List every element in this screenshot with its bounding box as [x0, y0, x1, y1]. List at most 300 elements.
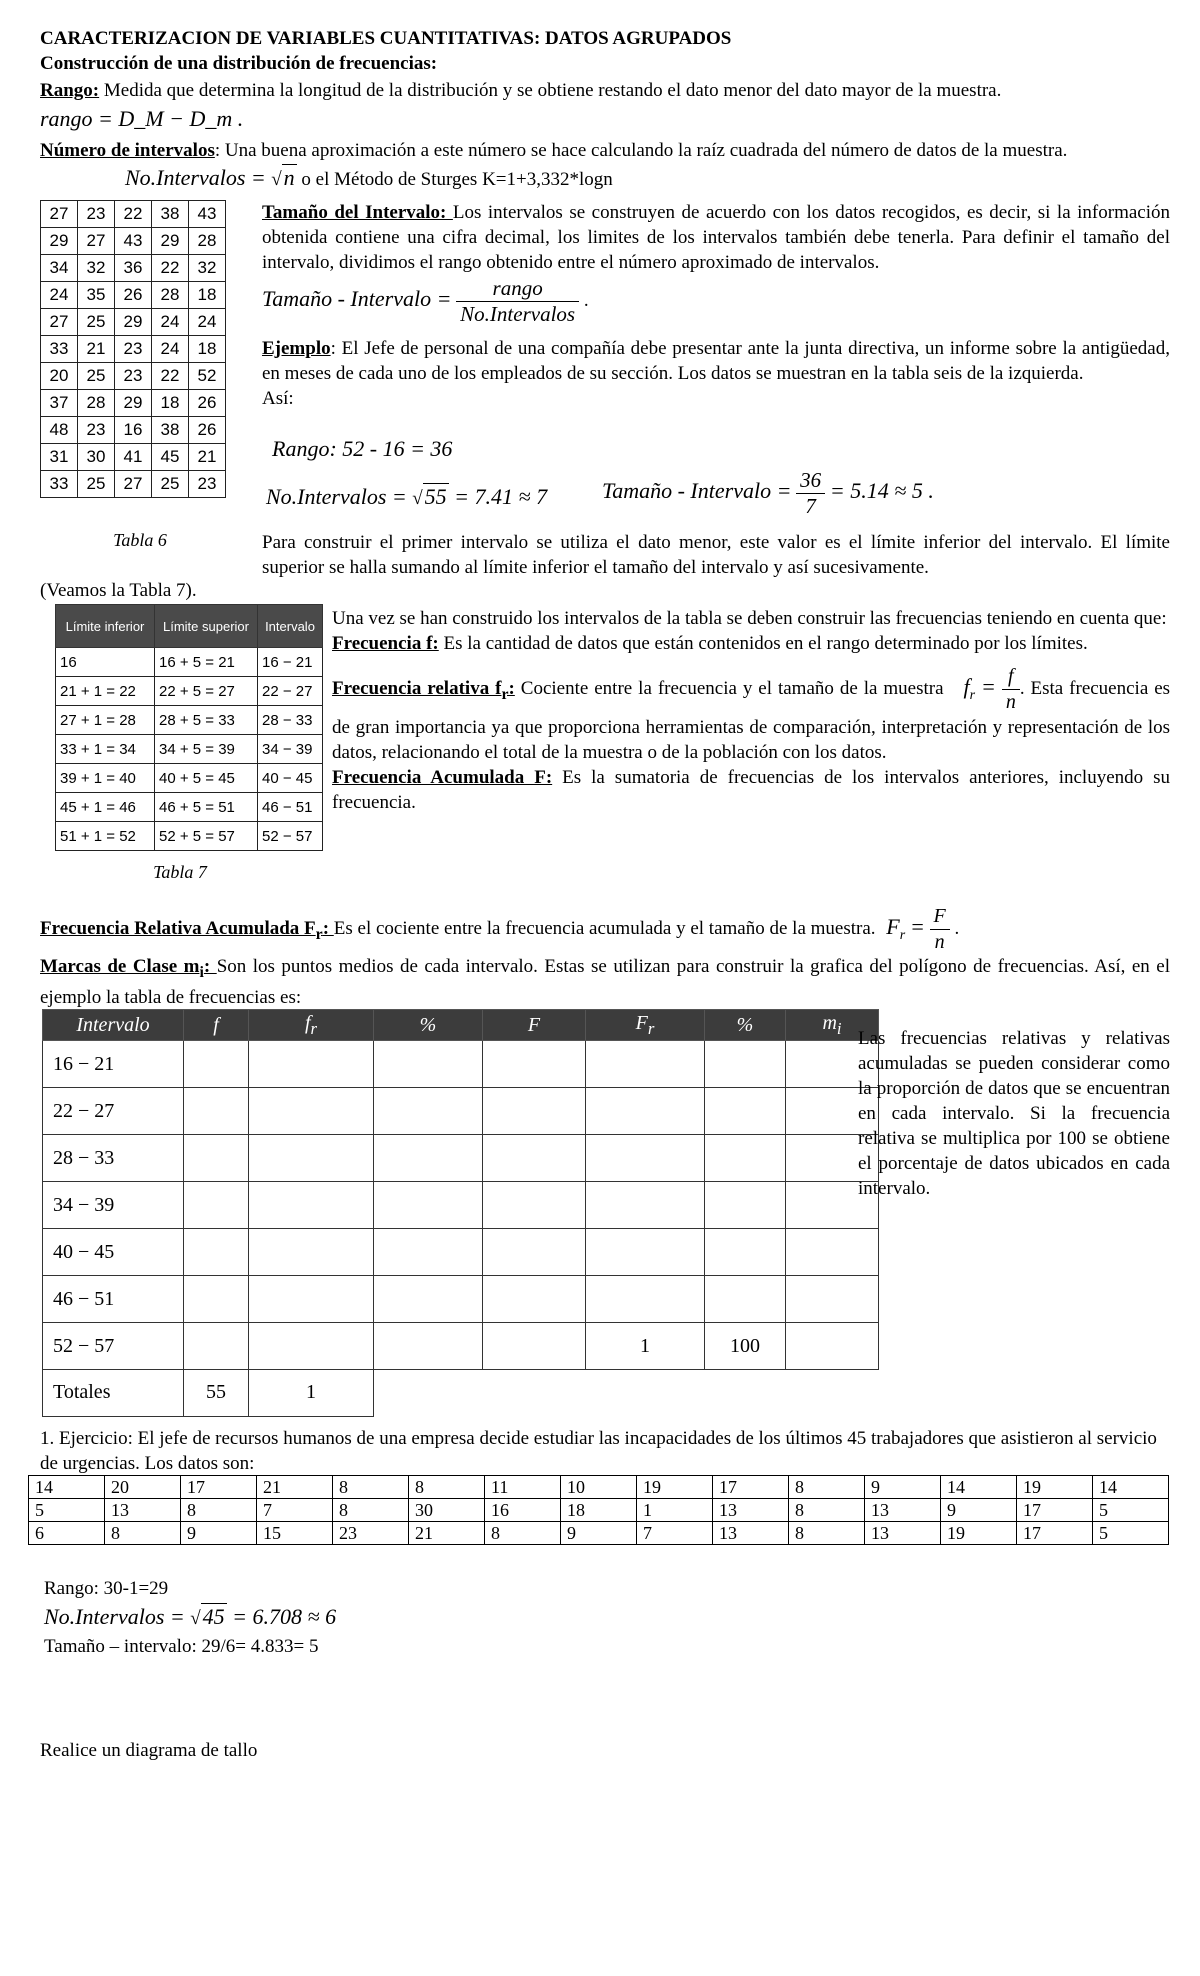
table-cell: 10 — [561, 1476, 637, 1499]
table-cell: 19 — [637, 1476, 713, 1499]
frecuencia-rel-acum-formula-den: n — [934, 931, 945, 953]
table-cell: 25 — [78, 309, 115, 336]
column-header — [374, 1010, 483, 1041]
table-cell: 1 — [586, 1323, 705, 1370]
table-cell: 26 — [189, 417, 226, 444]
rango-paragraph — [40, 78, 1170, 103]
table-cell: 13 — [713, 1499, 789, 1522]
table-cell — [249, 1276, 374, 1323]
table-cell: 43 — [189, 201, 226, 228]
ejemplo-text: : El Jefe de personal de una compañía debe presentar ante la junta directiva, un informe sobre la antigüedad, en meses de cada uno de los empleados de su sección. Los datos se muestran en la tabla seis de la izquierda. — [262, 338, 1170, 384]
table-cell: 35 — [78, 282, 115, 309]
table-cell: 52 + 5 = 57 — [155, 822, 258, 851]
table-cell — [374, 1229, 483, 1276]
table-cell: 45 — [152, 444, 189, 471]
table-cell: 7 — [637, 1522, 713, 1545]
table-cell: 11 — [485, 1476, 561, 1499]
empty-cell — [586, 1370, 705, 1417]
tamano-term: Tamaño del Intervalo: — [262, 202, 453, 223]
page-subtitle: Construcción de una distribución de frecuencias: — [40, 53, 438, 74]
table-row — [41, 471, 226, 498]
table-cell — [786, 1323, 879, 1370]
column-header-label: f — [304, 1011, 311, 1034]
column-header — [43, 1010, 184, 1041]
frecuencia-relativa-term: Frecuencia relativa f — [332, 677, 502, 699]
empty-cell — [483, 1370, 586, 1417]
table-cell — [586, 1041, 705, 1088]
table-cell: 17 — [713, 1476, 789, 1499]
table-row — [56, 735, 323, 764]
table-cell: 23 — [115, 363, 152, 390]
rango-term: Rango: — [40, 80, 100, 101]
frecuencia-relativa-text2: . Esta frecuencia es de gran importancia ya que proporciona herramientas de comparación, interpretación y representación de los datos, relacionando el total de la muestra o de la población con los datos. — [332, 677, 1171, 763]
table-cell — [184, 1182, 249, 1229]
intervalos-formula-arg: n — [283, 165, 295, 190]
table-cell: 7 — [257, 1499, 333, 1522]
rango-text: Medida que determina la longitud de la distribución y se obtiene restando el dato menor del dato mayor de la muestra. — [99, 80, 1002, 101]
tamano-formula-lhs: Tamaño - Intervalo = — [262, 285, 452, 311]
column-header-sub: r — [310, 1018, 318, 1038]
table-cell: 28 + 5 = 33 — [155, 706, 258, 735]
table-cell: 34 + 5 = 39 — [155, 735, 258, 764]
table-cell: 26 — [115, 282, 152, 309]
ejercicio-tamano: Tamaño – intervalo: 29/6= 4.833= 5 — [44, 1636, 319, 1657]
tabla7-caption: Tabla 7 — [153, 862, 207, 882]
frecuencia-f-term: Frecuencia f: — [332, 633, 439, 654]
empty-cell — [705, 1370, 786, 1417]
table-cell: 52 − 57 — [258, 822, 323, 851]
ejemplo-intervalos-rhs: = 7.41 ≈ 7 — [448, 484, 548, 509]
table-cell — [786, 1229, 879, 1276]
table-cell: 30 — [78, 444, 115, 471]
table-row — [56, 648, 323, 677]
page-title: CARACTERIZACION DE VARIABLES CUANTITATIVAS: DATOS AGRUPADOS — [40, 28, 732, 49]
intervalos-term: Número de intervalos — [40, 140, 215, 161]
ejemplo-term: Ejemplo — [262, 338, 331, 359]
table-cell: 16 − 21 — [258, 648, 323, 677]
ejercicio-intervalos-rhs: = 6.708 ≈ 6 — [226, 1604, 337, 1629]
table-cell: 34 − 39 — [258, 735, 323, 764]
table-cell: 48 — [41, 417, 78, 444]
tamano-text: Los intervalos se construyen de acuerdo con los datos recogidos, es decir, si la información obtenida contiene una cifra decimal, los limites de los intervalos también debe tenerla. Para definir el tamaño del intervalo, dividimos el rango obtenido entre el número aproximado de intervalos. — [262, 202, 1170, 273]
frecuencia-rel-acum-formula: $F_r$ = $\frac{F}{n}$ . — [886, 905, 960, 953]
table-cell: 46 − 51 — [43, 1276, 184, 1323]
table-row — [56, 793, 323, 822]
frecuencia-rel-acum-term: Frecuencia Relativa Acumulada F — [40, 917, 316, 939]
table-cell: 29 — [152, 228, 189, 255]
table-cell: 5 — [1093, 1522, 1169, 1545]
ejercicio-intervalos: No.Intervalos = √45 = 6.708 ≈ 6 — [44, 1604, 337, 1629]
ejemplo-tamano-lhs: Tamaño - Intervalo = — [602, 477, 792, 503]
table-cell: 40 − 45 — [258, 764, 323, 793]
column-header-label: m — [822, 1011, 837, 1034]
table-cell — [586, 1276, 705, 1323]
table-cell: 22 — [115, 201, 152, 228]
table-cell: 20 — [41, 363, 78, 390]
table-cell: 20 — [105, 1476, 181, 1499]
ejemplo-tamano-den: 7 — [805, 494, 816, 518]
table-row — [29, 1476, 1169, 1499]
table-cell: 8 — [105, 1522, 181, 1545]
frecuencia-relativa-colon: : — [508, 677, 515, 699]
table-cell: 9 — [181, 1522, 257, 1545]
table-cell — [705, 1229, 786, 1276]
table-cell — [586, 1135, 705, 1182]
table-cell: 18 — [152, 390, 189, 417]
table-cell: 5 — [1093, 1499, 1169, 1522]
table-cell — [249, 1135, 374, 1182]
table-cell: 14 — [1093, 1476, 1169, 1499]
frecuencias-intro: Una vez se han construido los intervalos de la tabla se deben construir las frecuencias teniendo en cuenta que: — [332, 608, 1167, 629]
totales-cell: 1 — [249, 1370, 374, 1417]
ejemplo-intervalos-arg: 55 — [424, 484, 447, 509]
asi-text: Así: — [262, 388, 294, 409]
table-cell: 28 — [78, 390, 115, 417]
table-cell — [184, 1276, 249, 1323]
table-cell: 27 + 1 = 28 — [56, 706, 155, 735]
table-cell: 26 — [189, 390, 226, 417]
column-header-label: F — [527, 1013, 541, 1036]
table-cell: 23 — [333, 1522, 409, 1545]
table-cell: 38 — [152, 201, 189, 228]
tabla6-caption: Tabla 6 — [113, 530, 167, 550]
table-cell: 33 — [41, 336, 78, 363]
sturges-text: o el Método de Sturges K=1+3,332*logn — [296, 169, 613, 190]
frecuencia-relativa-formula: $f_r$ = $\frac{f}{n}$ — [963, 678, 1019, 699]
table-cell: 34 − 39 — [43, 1182, 184, 1229]
column-header-sub: i — [836, 1018, 842, 1038]
ejercicio-rango: Rango: 30-1=29 — [44, 1578, 169, 1599]
table-cell: 27 — [41, 201, 78, 228]
ejemplo-intervalos-calc: No.Intervalos = √55 = 7.41 ≈ 7 — [266, 484, 548, 509]
table-row — [43, 1323, 879, 1370]
table-cell: 27 — [78, 228, 115, 255]
table-cell: 21 + 1 = 22 — [56, 677, 155, 706]
column-header-label: % — [419, 1013, 437, 1036]
table-cell: 25 — [78, 363, 115, 390]
table-row — [43, 1182, 879, 1229]
column-header — [184, 1010, 249, 1041]
frecuencia-relativa-formula-num: f — [1002, 664, 1020, 690]
table-cell: 17 — [181, 1476, 257, 1499]
table-cell: 16 − 21 — [43, 1041, 184, 1088]
table-cell: 18 — [189, 282, 226, 309]
table-cell: 39 + 1 = 40 — [56, 764, 155, 793]
frecuencia-relativa-formula-sub: r — [969, 687, 976, 703]
table-row — [56, 822, 323, 851]
table-cell — [249, 1041, 374, 1088]
table-cell — [786, 1276, 879, 1323]
table-cell: 29 — [41, 228, 78, 255]
table-row — [56, 706, 323, 735]
ejercicio-intervalos-arg: 45 — [202, 1604, 225, 1629]
column-header-label: f — [213, 1013, 219, 1036]
table-cell: 9 — [561, 1522, 637, 1545]
table-row — [41, 309, 226, 336]
table-cell: 100 — [705, 1323, 786, 1370]
empty-cell — [786, 1370, 879, 1417]
table-row — [41, 390, 226, 417]
intervalos-paragraph — [40, 138, 1170, 163]
table-cell: 22 − 27 — [258, 677, 323, 706]
table-cell — [483, 1088, 586, 1135]
table-cell: 25 — [78, 471, 115, 498]
table-cell: 8 — [333, 1476, 409, 1499]
column-header: Límite inferior — [56, 605, 155, 648]
table-cell: 5 — [29, 1499, 105, 1522]
table-cell: 21 — [409, 1522, 485, 1545]
column-header: Límite superior — [155, 605, 258, 648]
table-cell — [249, 1323, 374, 1370]
table-row — [43, 1135, 879, 1182]
table-cell: 15 — [257, 1522, 333, 1545]
table-cell: 27 — [115, 471, 152, 498]
table-cell: 23 — [78, 201, 115, 228]
tabla6 — [40, 200, 226, 498]
totales-cell: Totales — [43, 1370, 184, 1417]
table-cell: 16 — [485, 1499, 561, 1522]
table-cell — [184, 1323, 249, 1370]
column-header — [249, 1010, 374, 1041]
table-cell — [374, 1041, 483, 1088]
construir-paragraph: Para construir el primer intervalo se utiliza el dato menor, este valor es el límite inferior del intervalo. El límite superior se halla sumando al límite inferior el tamaño del intervalo y así sucesivamente. — [262, 532, 1170, 578]
table-cell — [374, 1182, 483, 1229]
table-cell: 13 — [713, 1522, 789, 1545]
table-cell: 8 — [181, 1499, 257, 1522]
frecuencia-relativa-formula-den: n — [1005, 691, 1016, 713]
table-row — [43, 1229, 879, 1276]
table-cell: 45 + 1 = 46 — [56, 793, 155, 822]
tamano-formula-num: rango — [456, 276, 579, 302]
table-row — [41, 228, 226, 255]
table-row — [29, 1522, 1169, 1545]
frecuencias-section — [332, 606, 1170, 815]
table-cell — [374, 1135, 483, 1182]
table-cell: 28 − 33 — [258, 706, 323, 735]
table-cell — [184, 1135, 249, 1182]
table-cell: 22 + 5 = 27 — [155, 677, 258, 706]
table-cell: 18 — [189, 336, 226, 363]
table-cell: 9 — [865, 1476, 941, 1499]
table-row — [41, 255, 226, 282]
table-cell: 8 — [789, 1499, 865, 1522]
table-cell: 32 — [189, 255, 226, 282]
column-header: Intervalo — [258, 605, 323, 648]
table-cell: 33 + 1 = 34 — [56, 735, 155, 764]
table-cell: 16 — [115, 417, 152, 444]
table-cell: 33 — [41, 471, 78, 498]
nota-lateral: Las frecuencias relativas y relativas acumuladas se pueden considerar como la proporción de datos que se encuentran en cada intervalo. Si la frecuencia relativa se multiplica por 100 se obtiene el porcentaje de datos ubicados en cada intervalo. — [858, 1028, 1170, 1199]
totales-cell: 55 — [184, 1370, 249, 1417]
frecuencia-relativa-formula-lhs: f — [963, 673, 970, 699]
table-cell: 13 — [105, 1499, 181, 1522]
marcas-text: Son los puntos medios de cada intervalo. Estas se utilizan para construir la grafica del polígono de frecuencias. Así, en el ejemplo la tabla de frecuencias es: — [40, 956, 1171, 1008]
totales-row — [43, 1370, 879, 1417]
table-cell — [586, 1088, 705, 1135]
column-header-sub: r — [647, 1018, 655, 1038]
frecuencia-relativa-paragraph — [332, 664, 1170, 765]
table-cell: 6 — [29, 1522, 105, 1545]
table-cell: 21 — [257, 1476, 333, 1499]
empty-cell — [374, 1370, 483, 1417]
table-cell — [249, 1088, 374, 1135]
table-cell: 24 — [152, 336, 189, 363]
column-header-label: % — [736, 1013, 754, 1036]
table-cell: 21 — [78, 336, 115, 363]
table-cell: 23 — [115, 336, 152, 363]
table-cell: 17 — [1017, 1499, 1093, 1522]
tamano-paragraph — [262, 200, 1170, 275]
intervalos-formula: No.Intervalos = √n o el Método de Sturges K=1+3,332*logn — [125, 165, 613, 190]
ejercicio-tabla — [28, 1475, 1169, 1545]
table-cell: 19 — [1017, 1476, 1093, 1499]
table-cell: 31 — [41, 444, 78, 471]
table-cell: 24 — [41, 282, 78, 309]
column-header-label: F — [635, 1011, 648, 1034]
frecuencia-rel-acum-sub: r — [315, 925, 323, 943]
column-header — [483, 1010, 586, 1041]
table-cell: 1 — [637, 1499, 713, 1522]
table-cell: 23 — [78, 417, 115, 444]
table-cell: 8 — [789, 1522, 865, 1545]
frecuencia-acumulada-term: Frecuencia Acumulada F: — [332, 767, 553, 788]
column-header-label: Intervalo — [76, 1013, 150, 1036]
ejercicio-intervalos-lhs: No.Intervalos = — [44, 1604, 191, 1629]
ejercicio-tallo: Realice un diagrama de tallo — [40, 1740, 258, 1761]
table-cell — [483, 1182, 586, 1229]
table-cell: 37 — [41, 390, 78, 417]
frecuencia-f-paragraph — [332, 631, 1170, 656]
ejemplo-tamano-num: 36 — [796, 468, 825, 494]
table-cell: 18 — [561, 1499, 637, 1522]
table-cell: 32 — [78, 255, 115, 282]
table-cell: 52 — [189, 363, 226, 390]
table-row — [43, 1088, 879, 1135]
frecuencia-relativa-text: Cociente entre la frecuencia y el tamaño de la muestra — [514, 677, 944, 699]
table-cell: 46 + 5 = 51 — [155, 793, 258, 822]
table-cell — [184, 1041, 249, 1088]
table-row — [41, 336, 226, 363]
table-cell: 19 — [941, 1522, 1017, 1545]
table-cell: 21 — [189, 444, 226, 471]
table-cell — [374, 1323, 483, 1370]
rango-formula: rango = D_M − D_m . — [40, 106, 244, 131]
table-cell: 24 — [152, 309, 189, 336]
table-cell — [586, 1182, 705, 1229]
table-cell: 23 — [189, 471, 226, 498]
table-cell — [483, 1276, 586, 1323]
table-cell — [249, 1182, 374, 1229]
table-cell: 8 — [789, 1476, 865, 1499]
table-cell — [705, 1088, 786, 1135]
table-cell — [483, 1323, 586, 1370]
table-cell: 25 — [152, 471, 189, 498]
frecuencia-rel-acum-formula-num: F — [930, 904, 950, 930]
table-cell: 41 — [115, 444, 152, 471]
table-cell: 28 — [189, 228, 226, 255]
frecuencia-relativa-sub: r — [501, 685, 509, 703]
frecuencia-rel-acum-formula-sub: r — [899, 927, 906, 943]
table-cell: 30 — [409, 1499, 485, 1522]
table-cell: 29 — [115, 309, 152, 336]
table-cell — [374, 1276, 483, 1323]
table-cell — [705, 1182, 786, 1229]
table-cell: 40 − 45 — [43, 1229, 184, 1276]
table-cell: 13 — [865, 1499, 941, 1522]
table-row — [56, 677, 323, 706]
ejemplo-paragraph — [262, 336, 1170, 411]
table-cell — [249, 1229, 374, 1276]
ejemplo-rango-calc: Rango: 52 - 16 = 36 — [272, 436, 453, 461]
column-header — [586, 1010, 705, 1041]
frecuencia-acumulada-paragraph — [332, 765, 1170, 815]
tamano-formula: Tamaño - Intervalo = $\frac{\text{rango}}{\text{No.Intervalos}}$ . — [262, 276, 589, 326]
table-cell: 52 − 57 — [43, 1323, 184, 1370]
tabla-frecuencias — [42, 1009, 879, 1417]
table-cell: 14 — [941, 1476, 1017, 1499]
table-cell: 8 — [485, 1522, 561, 1545]
frecuencia-acumulada-text: Es la sumatoria de frecuencias de los intervalos anteriores, incluyendo su frecuencia. — [332, 767, 1170, 813]
table-cell: 17 — [1017, 1522, 1093, 1545]
table-cell: 28 — [152, 282, 189, 309]
table-cell — [184, 1229, 249, 1276]
table-cell: 28 − 33 — [43, 1135, 184, 1182]
table-cell — [374, 1088, 483, 1135]
table-row — [41, 363, 226, 390]
table-cell: 9 — [941, 1499, 1017, 1522]
table-cell: 38 — [152, 417, 189, 444]
table-row — [56, 764, 323, 793]
marcas-colon: : — [203, 956, 217, 977]
veamos-text: (Veamos la Tabla 7). — [40, 580, 197, 601]
table-cell: 22 − 27 — [43, 1088, 184, 1135]
tamano-formula-den: No.Intervalos — [460, 302, 576, 326]
table-row — [41, 282, 226, 309]
table-cell — [483, 1229, 586, 1276]
table-cell: 29 — [115, 390, 152, 417]
table-cell: 43 — [115, 228, 152, 255]
table-row — [29, 1499, 1169, 1522]
marcas-sub: i — [199, 963, 204, 981]
table-cell — [705, 1276, 786, 1323]
frecuencia-rel-acum-paragraph — [40, 904, 1170, 955]
table-cell: 14 — [29, 1476, 105, 1499]
table-row — [43, 1041, 879, 1088]
table-row — [41, 417, 226, 444]
frecuencia-rel-acum-text: Es el cociente entre la frecuencia acumulada y el tamaño de la muestra. — [333, 917, 876, 939]
ejemplo-intervalos-lhs: No.Intervalos = — [266, 484, 413, 509]
intervalos-text: : Una buena aproximación a este número se hace calculando la raíz cuadrada del número de datos de la muestra. — [214, 140, 1068, 161]
table-cell: 16 — [56, 648, 155, 677]
column-header — [705, 1010, 786, 1041]
table-cell: 22 — [152, 255, 189, 282]
marcas-paragraph — [40, 954, 1170, 1010]
table-cell: 16 + 5 = 21 — [155, 648, 258, 677]
table-cell — [483, 1041, 586, 1088]
ejemplo-tamano-rhs: = 5.14 ≈ 5 . — [829, 477, 934, 503]
table-cell: 8 — [333, 1499, 409, 1522]
marcas-term: Marcas de Clase m — [40, 956, 200, 977]
table-cell: 34 — [41, 255, 78, 282]
table-cell: 36 — [115, 255, 152, 282]
table-cell: 40 + 5 = 45 — [155, 764, 258, 793]
table-cell: 46 − 51 — [258, 793, 323, 822]
table-cell: 51 + 1 = 52 — [56, 822, 155, 851]
table-cell: 24 — [189, 309, 226, 336]
ejercicio-text: 1. Ejercicio: El jefe de recursos humanos de una empresa decide estudiar las incapacidades de los últimos 45 trabajadores que asistieron al servicio de urgencias. Los datos son: — [40, 1428, 1157, 1474]
frecuencia-f-text: Es la cantidad de datos que están contenidos en el rango determinado por los límites. — [438, 633, 1088, 654]
table-cell: 22 — [152, 363, 189, 390]
